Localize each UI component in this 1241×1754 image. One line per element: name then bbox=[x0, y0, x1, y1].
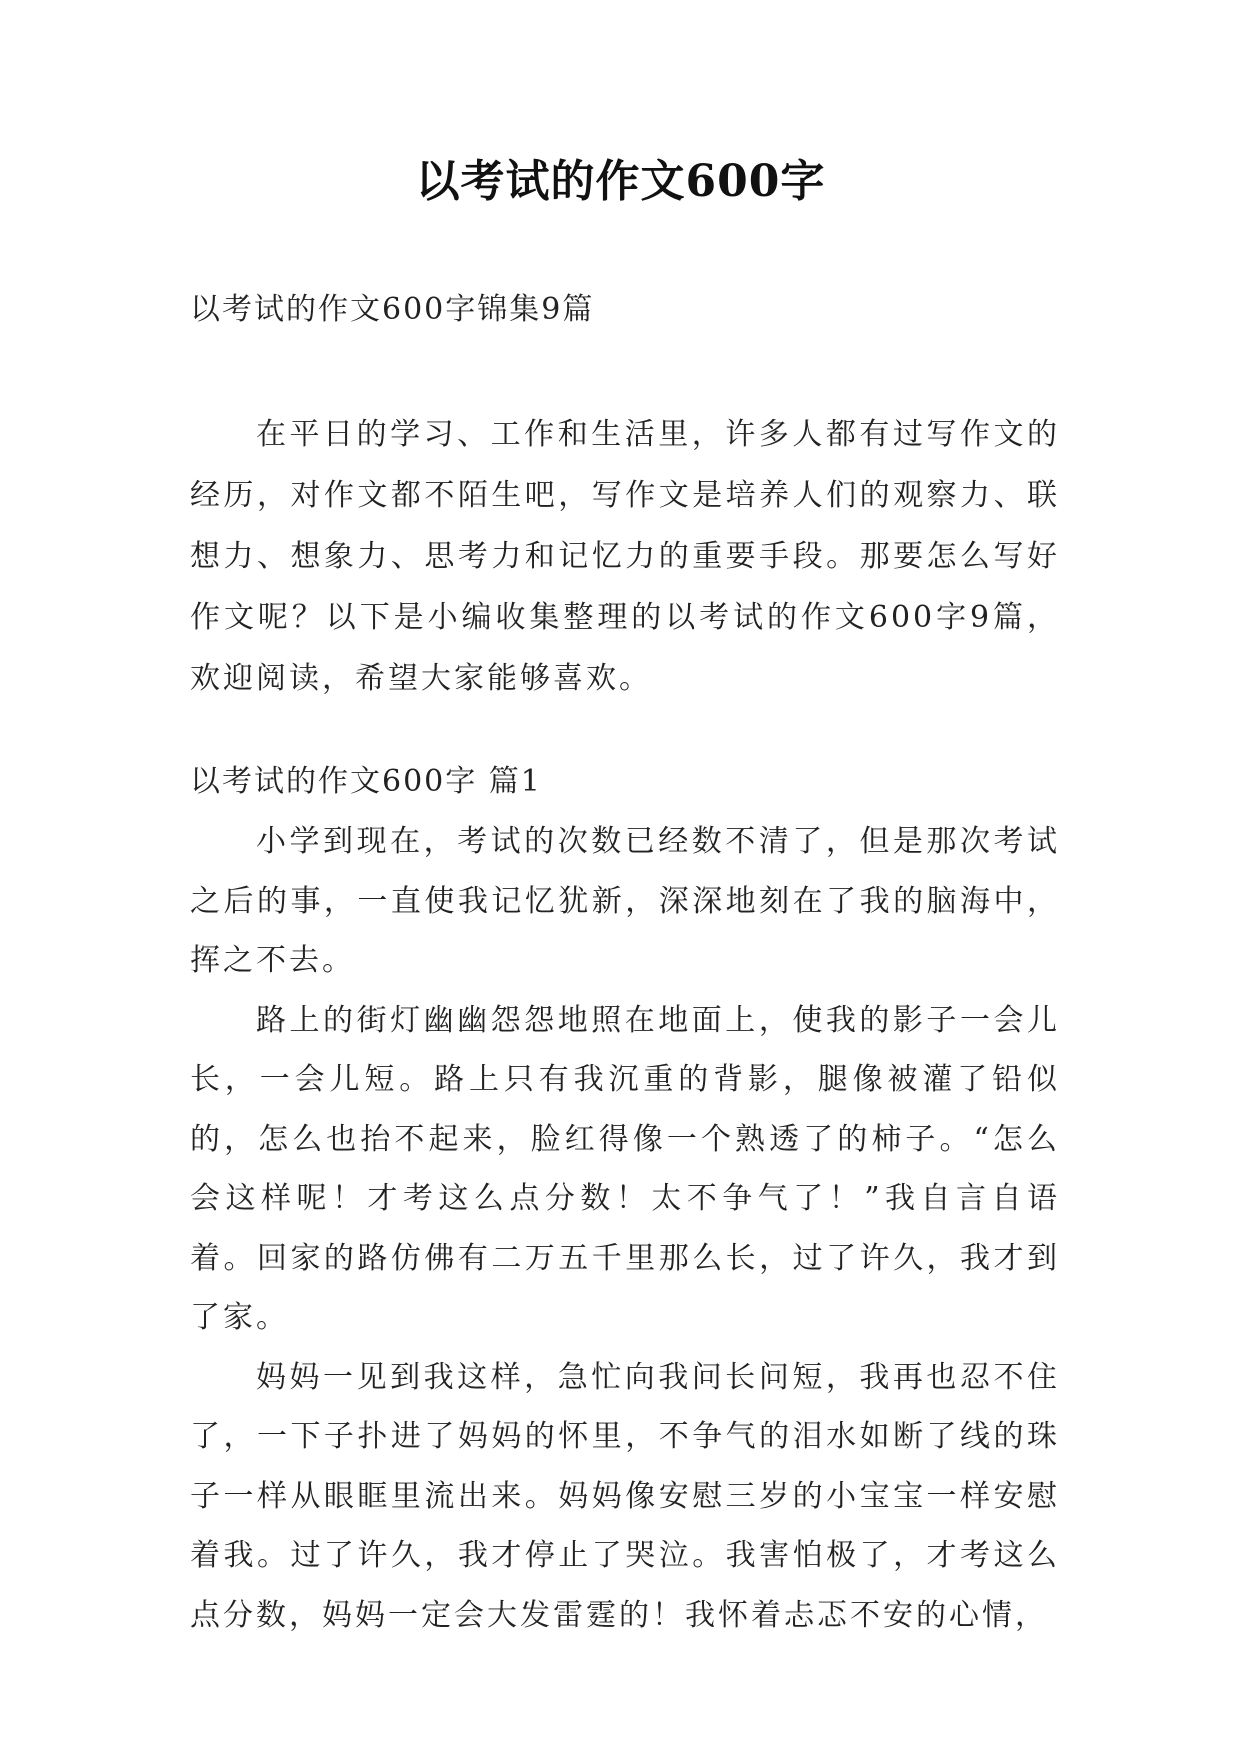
intro-paragraph: 在平日的学习、工作和生活里，许多人都有过写作文的经历，对作文都不陌生吧，写作文是培养人们的观察力、联想力、想象力、思考力和记忆力的重要手段。那要怎么写好作文呢？以下是小编收集整理的以考试的作文600字9篇，欢迎阅读，希望大家能够喜欢。 bbox=[190, 417, 1060, 696]
document-subtitle: 以考试的作文600字锦集9篇 bbox=[190, 292, 595, 327]
body-paragraph: 妈妈一见到我这样，急忙向我问长问短，我再也忍不住了，一下子扑进了妈妈的怀里，不争气的泪水如断了线的珠子一样从眼眶里流出来。妈妈像安慰三岁的小宝宝一样安慰着我。过了许久，我才停止了哭泣。我害怕极了，才考这么点分数，妈妈一定会大发雷霆的！我怀着忐忑不安的心情， bbox=[190, 1359, 1060, 1633]
document-title: 以考试的作文600字 bbox=[415, 156, 826, 207]
body-paragraph: 路上的街灯幽幽怨怨地照在地面上，使我的影子一会儿长，一会儿短。路上只有我沉重的背影，腿像被灌了铅似的，怎么也抬不起来，脸红得像一个熟透了的柿子。“怎么会这样呢！才考这么点分数！太不争气了！”我自言自语着。回家的路仿佛有二万五千里那么长，过了许久，我才到了家。 bbox=[190, 1002, 1060, 1335]
body-paragraph: 小学到现在，考试的次数已经数不清了，但是那次考试之后的事，一直使我记忆犹新，深深地刻在了我的脑海中，挥之不去。 bbox=[190, 824, 1060, 978]
section-body bbox=[190, 812, 1060, 1645]
section-heading: 以考试的作文600字 篇1 bbox=[190, 764, 542, 799]
